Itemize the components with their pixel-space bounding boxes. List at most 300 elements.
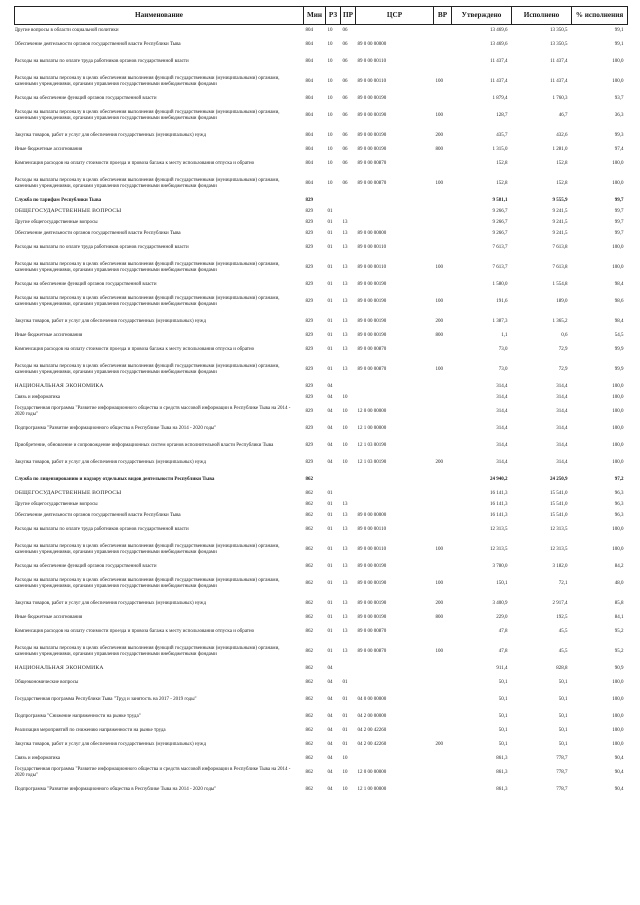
row-csr: 89 0 00 00190 bbox=[357, 580, 387, 586]
row-min: 804 bbox=[305, 160, 313, 166]
row-pr: 01 bbox=[342, 696, 348, 702]
row-approved: 50,1 bbox=[498, 727, 508, 733]
row-csr: 89 0 00 00190 bbox=[357, 298, 387, 304]
row-vr: 100 bbox=[435, 546, 443, 552]
row-pr: 13 bbox=[342, 219, 348, 225]
row-csr: 12 1 03 00190 bbox=[357, 459, 387, 465]
row-rz: 10 bbox=[327, 146, 333, 152]
row-approved: 9 581,1 bbox=[492, 197, 508, 203]
header-min: Мин bbox=[304, 7, 326, 25]
row-rz: 01 bbox=[327, 563, 333, 569]
row-executed: 314,4 bbox=[556, 383, 568, 389]
row-csr: 89 0 00 00870 bbox=[357, 180, 387, 186]
row-pr: 06 bbox=[342, 160, 348, 166]
row-pr: 06 bbox=[342, 146, 348, 152]
row-approved: 128,7 bbox=[496, 112, 508, 118]
row-approved: 152,8 bbox=[496, 160, 508, 166]
table-row bbox=[15, 488, 628, 499]
row-name: Связь и информатика bbox=[14, 394, 61, 400]
row-approved: 314,4 bbox=[496, 383, 508, 389]
row-approved: 16 141,3 bbox=[490, 512, 508, 518]
row-min: 829 bbox=[305, 459, 313, 465]
row-vr bbox=[434, 25, 452, 37]
row-pr: 13 bbox=[342, 346, 348, 352]
row-executed: 24 250,9 bbox=[550, 476, 568, 482]
row-csr bbox=[356, 217, 434, 228]
table-row bbox=[15, 521, 628, 538]
row-pr: 13 bbox=[342, 614, 348, 620]
row-rz: 01 bbox=[327, 526, 333, 532]
row-csr: 89 0 00 00870 bbox=[357, 648, 387, 654]
row-vr bbox=[434, 510, 452, 521]
row-min: 862 bbox=[305, 501, 313, 507]
row-pct: 99,1 bbox=[614, 27, 624, 33]
row-executed: 314,4 bbox=[556, 394, 568, 400]
row-executed: 72,9 bbox=[558, 366, 568, 372]
row-approved: 11 437,4 bbox=[490, 58, 508, 64]
row-pct: 100,0 bbox=[612, 459, 624, 465]
row-approved: 13 469,6 bbox=[490, 27, 508, 33]
table-row bbox=[15, 358, 628, 381]
row-executed: 9 241,5 bbox=[552, 230, 568, 236]
row-pr: 10 bbox=[342, 459, 348, 465]
row-rz bbox=[326, 471, 341, 488]
row-csr: 04 0 00 00000 bbox=[357, 696, 387, 702]
row-approved: 1,1 bbox=[501, 332, 508, 338]
row-pct: 99,7 bbox=[614, 230, 624, 236]
row-csr: 89 0 00 00190 bbox=[357, 332, 387, 338]
row-approved: 13 469,6 bbox=[490, 41, 508, 47]
row-name: Компенсация расходов на оплату стоимости проезда и провоза багажа к месту использования отпуска и обратно bbox=[14, 628, 255, 634]
table-row bbox=[15, 691, 628, 708]
row-vr bbox=[434, 279, 452, 290]
header-csr: ЦСР bbox=[356, 7, 434, 25]
row-vr bbox=[434, 93, 452, 104]
table-row bbox=[15, 206, 628, 217]
row-name: Расходы на выплаты персоналу в целях обеспечения выполнения функций государственными (муниципальными) органами, казенными учреждениями, органами управления государственными внебюджетными фондами bbox=[14, 75, 280, 87]
row-pct: 100,0 bbox=[612, 526, 624, 532]
row-pr: 10 bbox=[342, 394, 348, 400]
row-pr: 06 bbox=[342, 27, 348, 33]
row-pct: 100,0 bbox=[612, 383, 624, 389]
row-executed: 828,8 bbox=[556, 665, 568, 671]
row-vr bbox=[434, 764, 452, 781]
row-rz: 01 bbox=[327, 614, 333, 620]
row-min: 862 bbox=[305, 600, 313, 606]
row-name: Государственная программа "Развитие информационного общества и средств массовой информации в Республике Тыва на 2014 - 2020 годы" bbox=[14, 766, 291, 778]
row-pct: 99,7 bbox=[614, 219, 624, 225]
row-name: Расходы на выплаты по оплате труда работников органов государственной власти bbox=[14, 526, 189, 532]
row-executed: 45,5 bbox=[558, 628, 568, 634]
row-approved: 7 613,7 bbox=[492, 244, 508, 250]
row-pct: 97,2 bbox=[614, 476, 624, 482]
row-min: 804 bbox=[305, 41, 313, 47]
row-csr bbox=[356, 499, 434, 510]
row-vr: 200 bbox=[435, 459, 443, 465]
row-vr bbox=[434, 708, 452, 725]
row-approved: 314,4 bbox=[496, 394, 508, 400]
row-rz: 01 bbox=[327, 501, 333, 507]
row-approved: 50,1 bbox=[498, 696, 508, 702]
row-vr bbox=[434, 420, 452, 437]
row-executed: 3 182,0 bbox=[552, 563, 568, 569]
row-pr: 13 bbox=[342, 318, 348, 324]
row-vr bbox=[434, 403, 452, 420]
row-csr: 89 0 00 00110 bbox=[357, 58, 387, 64]
row-vr bbox=[434, 206, 452, 217]
row-executed: 11 437,4 bbox=[550, 58, 568, 64]
row-executed: 50,1 bbox=[558, 713, 568, 719]
row-name: Обеспечение деятельности органов государственной власти Республики Тыва bbox=[14, 41, 181, 47]
table-row bbox=[15, 53, 628, 70]
row-rz bbox=[326, 195, 341, 206]
row-csr: 89 0 00 00000 bbox=[357, 512, 387, 518]
row-csr: 89 0 00 00110 bbox=[357, 244, 387, 250]
row-csr: 04 2 00 42260 bbox=[357, 727, 387, 733]
row-rz: 01 bbox=[327, 230, 333, 236]
row-approved: 11 437,4 bbox=[490, 78, 508, 84]
row-pr bbox=[341, 488, 356, 499]
row-pr: 06 bbox=[342, 58, 348, 64]
row-name: Расходы на выплаты персоналу в целях обеспечения выполнения функций государственными (муниципальными) органами, казенными учреждениями, органами управления государственными внебюджетными фондами bbox=[14, 295, 280, 307]
row-rz: 04 bbox=[327, 755, 333, 761]
row-name: Государственная программа Республики Тыва "Труд и занятость на 2017 - 2019 годы" bbox=[14, 696, 197, 702]
row-executed: 13 350,5 bbox=[550, 27, 568, 33]
row-approved: 435,7 bbox=[496, 132, 508, 138]
row-rz: 04 bbox=[327, 727, 333, 733]
row-vr: 100 bbox=[435, 264, 443, 270]
row-name: Подпрограмма "Развитие информационного общества в Республике Тыва на 2014 - 2020 годы" bbox=[14, 786, 217, 792]
row-approved: 73,0 bbox=[498, 346, 508, 352]
row-min: 804 bbox=[305, 95, 313, 101]
row-approved: 191,6 bbox=[496, 298, 508, 304]
row-name: Компенсация расходов на оплату стоимости проезда и провоза багажа к месту использования отпуска и обратно bbox=[14, 346, 255, 352]
row-name: Служба по лицензированию и надзору отдельных видов деятельности Республики Тыва bbox=[14, 476, 215, 482]
row-csr: 89 0 00 00870 bbox=[357, 366, 387, 372]
row-min: 804 bbox=[305, 58, 313, 64]
row-min: 862 bbox=[305, 769, 313, 775]
row-min: 862 bbox=[305, 614, 313, 620]
row-csr: 89 0 00 00190 bbox=[357, 95, 387, 101]
row-vr bbox=[434, 36, 452, 53]
row-min: 829 bbox=[305, 425, 313, 431]
table-row bbox=[15, 290, 628, 313]
row-executed: 1 554,8 bbox=[552, 281, 568, 287]
row-rz: 01 bbox=[327, 366, 333, 372]
table-row bbox=[15, 420, 628, 437]
row-executed: 72,1 bbox=[558, 580, 568, 586]
table-row bbox=[15, 612, 628, 623]
row-pr: 13 bbox=[342, 648, 348, 654]
row-pct: 100,0 bbox=[612, 180, 624, 186]
row-csr bbox=[356, 195, 434, 206]
row-pr: 10 bbox=[342, 786, 348, 792]
row-vr: 800 bbox=[435, 614, 443, 620]
row-min: 829 bbox=[305, 394, 313, 400]
header-approved: Утверждено bbox=[452, 7, 512, 25]
row-pr bbox=[341, 381, 356, 392]
row-vr: 200 bbox=[435, 132, 443, 138]
row-csr: 89 0 00 00190 bbox=[357, 318, 387, 324]
row-executed: 314,4 bbox=[556, 425, 568, 431]
row-vr bbox=[434, 753, 452, 764]
row-vr: 100 bbox=[435, 366, 443, 372]
row-csr bbox=[356, 206, 434, 217]
row-min: 862 bbox=[305, 490, 313, 496]
row-pr: 13 bbox=[342, 580, 348, 586]
row-min: 804 bbox=[305, 180, 313, 186]
row-csr: 89 0 00 00870 bbox=[357, 160, 387, 166]
table-row bbox=[15, 172, 628, 195]
row-rz: 01 bbox=[327, 281, 333, 287]
row-pct: 100,0 bbox=[612, 727, 624, 733]
row-pct: 84,1 bbox=[614, 614, 624, 620]
row-pct: 96,3 bbox=[614, 501, 624, 507]
row-approved: 16 141,3 bbox=[490, 490, 508, 496]
row-name: Приобретение, обновление и сопровождение информационных систем органов исполнительной власти Республики Тыва bbox=[14, 442, 274, 448]
row-min: 804 bbox=[305, 146, 313, 152]
budget-report-page bbox=[14, 6, 627, 798]
row-executed: 778,7 bbox=[556, 755, 568, 761]
row-pct: 95,2 bbox=[614, 628, 624, 634]
row-csr: 89 0 00 00190 bbox=[357, 563, 387, 569]
row-vr: 800 bbox=[435, 146, 443, 152]
table-row bbox=[15, 256, 628, 279]
row-executed: 12 313,5 bbox=[550, 526, 568, 532]
row-pct: 100,0 bbox=[612, 408, 624, 414]
row-csr: 89 0 00 00870 bbox=[357, 628, 387, 634]
table-row bbox=[15, 195, 628, 206]
row-rz: 04 bbox=[327, 769, 333, 775]
row-pr: 13 bbox=[342, 501, 348, 507]
row-pr: 06 bbox=[342, 41, 348, 47]
row-pct: 99,9 bbox=[614, 366, 624, 372]
row-pct: 100,0 bbox=[612, 442, 624, 448]
row-pct: 100,0 bbox=[612, 78, 624, 84]
table-row bbox=[15, 341, 628, 358]
row-min: 829 bbox=[305, 244, 313, 250]
table-row bbox=[15, 538, 628, 561]
row-min: 862 bbox=[305, 546, 313, 552]
row-name: Другие общегосударственные вопросы bbox=[14, 501, 98, 507]
row-rz: 10 bbox=[327, 41, 333, 47]
row-vr bbox=[434, 217, 452, 228]
row-vr bbox=[434, 381, 452, 392]
row-csr: 04 2 00 00000 bbox=[357, 713, 387, 719]
row-pr: 13 bbox=[342, 628, 348, 634]
row-rz: 01 bbox=[327, 512, 333, 518]
row-pr: 06 bbox=[342, 112, 348, 118]
row-pct: 100,0 bbox=[612, 696, 624, 702]
row-pr: 10 bbox=[342, 408, 348, 414]
row-pct: 100,0 bbox=[612, 58, 624, 64]
row-rz: 04 bbox=[327, 408, 333, 414]
row-pr: 13 bbox=[342, 244, 348, 250]
row-name: Закупка товаров, работ и услуг для обеспечения государственных (муниципальных) нужд bbox=[14, 459, 207, 465]
row-approved: 3 400,9 bbox=[492, 600, 508, 606]
row-pct: 100,0 bbox=[612, 713, 624, 719]
row-csr: 12 1 00 00000 bbox=[357, 786, 387, 792]
row-vr bbox=[434, 725, 452, 736]
table-body bbox=[15, 25, 628, 799]
row-pct: 90,4 bbox=[614, 786, 624, 792]
row-csr: 89 0 00 00870 bbox=[357, 346, 387, 352]
row-csr: 04 2 00 42260 bbox=[357, 741, 387, 747]
table-row bbox=[15, 217, 628, 228]
row-vr bbox=[434, 437, 452, 454]
row-executed: 778,7 bbox=[556, 769, 568, 775]
row-name: Иные бюджетные ассигнования bbox=[14, 614, 83, 620]
row-pr: 06 bbox=[342, 180, 348, 186]
row-rz: 01 bbox=[327, 490, 333, 496]
row-min: 829 bbox=[305, 230, 313, 236]
row-approved: 3 780,0 bbox=[492, 563, 508, 569]
row-vr: 800 bbox=[435, 332, 443, 338]
row-approved: 73,0 bbox=[498, 366, 508, 372]
row-executed: 152,8 bbox=[556, 160, 568, 166]
row-approved: 9 266,7 bbox=[492, 230, 508, 236]
row-executed: 0,6 bbox=[561, 332, 568, 338]
row-name: Расходы на выплаты по оплате труда работников органов государственной власти bbox=[14, 244, 189, 250]
row-pct: 84,2 bbox=[614, 563, 624, 569]
row-vr bbox=[434, 623, 452, 640]
row-pct: 48,0 bbox=[614, 580, 624, 586]
row-approved: 229,0 bbox=[496, 614, 508, 620]
row-executed: 9 555,9 bbox=[552, 197, 568, 203]
row-name: Государственная программа "Развитие информационного общества и средств массовой информации в Республике Тыва на 2014 - 2020 годы" bbox=[14, 405, 291, 417]
row-csr bbox=[356, 471, 434, 488]
row-pr bbox=[341, 195, 356, 206]
row-name: Реализация мероприятий по снижению напряженности на рынке труда bbox=[14, 727, 166, 733]
row-vr bbox=[434, 471, 452, 488]
row-approved: 150,1 bbox=[496, 580, 508, 586]
row-executed: 192,5 bbox=[556, 614, 568, 620]
row-min: 829 bbox=[305, 281, 313, 287]
row-pr bbox=[341, 471, 356, 488]
row-pr: 13 bbox=[342, 563, 348, 569]
row-min: 862 bbox=[305, 526, 313, 532]
row-rz: 04 bbox=[327, 394, 333, 400]
row-executed: 2 917,4 bbox=[552, 600, 568, 606]
row-approved: 47,8 bbox=[498, 628, 508, 634]
row-csr bbox=[356, 25, 434, 37]
row-rz: 01 bbox=[327, 546, 333, 552]
table-row bbox=[15, 330, 628, 341]
row-rz: 01 bbox=[327, 628, 333, 634]
row-pct: 54,5 bbox=[614, 332, 624, 338]
table-row bbox=[15, 144, 628, 155]
row-pct: 98,4 bbox=[614, 281, 624, 287]
row-csr: 12 1 03 00190 bbox=[357, 442, 387, 448]
row-pct: 100,0 bbox=[612, 741, 624, 747]
row-approved: 50,1 bbox=[498, 679, 508, 685]
row-executed: 50,1 bbox=[558, 679, 568, 685]
row-rz: 01 bbox=[327, 219, 333, 225]
row-executed: 12 313,5 bbox=[550, 546, 568, 552]
table-row bbox=[15, 595, 628, 612]
row-vr: 200 bbox=[435, 318, 443, 324]
row-name: Обеспечение деятельности органов государственной власти Республики Тыва bbox=[14, 512, 181, 518]
header-pct: % исполнения bbox=[572, 7, 628, 25]
row-pr: 13 bbox=[342, 526, 348, 532]
row-name: Компенсация расходов на оплату стоимости проезда и провоза багажа к месту использования отпуска и обратно bbox=[14, 160, 255, 166]
row-pct: 100,0 bbox=[612, 679, 624, 685]
table-row bbox=[15, 663, 628, 674]
row-vr bbox=[434, 663, 452, 674]
row-min: 829 bbox=[305, 264, 313, 270]
row-rz: 01 bbox=[327, 332, 333, 338]
row-pr: 10 bbox=[342, 425, 348, 431]
row-rz: 01 bbox=[327, 264, 333, 270]
row-name: Расходы на выплаты по оплате труда работников органов государственной власти bbox=[14, 58, 189, 64]
row-min: 829 bbox=[305, 366, 313, 372]
row-approved: 9 266,7 bbox=[492, 208, 508, 214]
row-approved: 50,1 bbox=[498, 741, 508, 747]
row-vr: 200 bbox=[435, 600, 443, 606]
row-rz: 04 bbox=[327, 696, 333, 702]
row-pr: 13 bbox=[342, 230, 348, 236]
row-rz: 01 bbox=[327, 208, 333, 214]
row-pct: 98,6 bbox=[614, 298, 624, 304]
row-csr bbox=[356, 663, 434, 674]
row-vr bbox=[434, 781, 452, 798]
row-approved: 24 940,2 bbox=[490, 476, 508, 482]
row-pr: 01 bbox=[342, 727, 348, 733]
row-csr bbox=[356, 392, 434, 403]
row-vr bbox=[434, 561, 452, 572]
row-vr bbox=[434, 674, 452, 691]
row-rz: 04 bbox=[327, 442, 333, 448]
row-executed: 9 241,5 bbox=[552, 208, 568, 214]
row-pct: 100,0 bbox=[612, 244, 624, 250]
row-vr: 100 bbox=[435, 648, 443, 654]
row-name: Расходы на обеспечение функций органов государственной власти bbox=[14, 563, 157, 569]
row-vr bbox=[434, 521, 452, 538]
row-executed: 15 541,0 bbox=[550, 512, 568, 518]
row-csr: 89 0 00 00110 bbox=[357, 264, 387, 270]
row-rz: 10 bbox=[327, 27, 333, 33]
row-min: 829 bbox=[305, 332, 313, 338]
row-vr bbox=[434, 228, 452, 239]
table-row bbox=[15, 561, 628, 572]
row-approved: 47,8 bbox=[498, 648, 508, 654]
row-executed: 1 760,3 bbox=[552, 95, 568, 101]
row-vr: 100 bbox=[435, 78, 443, 84]
row-approved: 7 613,7 bbox=[492, 264, 508, 270]
row-approved: 1 387,3 bbox=[492, 318, 508, 324]
row-name: ОБЩЕГОСУДАРСТВЕННЫЕ ВОПРОСЫ bbox=[14, 207, 122, 214]
row-pct: 96,3 bbox=[614, 512, 624, 518]
row-min: 862 bbox=[305, 786, 313, 792]
table-row bbox=[15, 381, 628, 392]
row-vr bbox=[434, 691, 452, 708]
row-pct: 93,7 bbox=[614, 95, 624, 101]
row-rz: 01 bbox=[327, 244, 333, 250]
row-rz: 04 bbox=[327, 786, 333, 792]
table-row bbox=[15, 70, 628, 93]
row-rz: 01 bbox=[327, 346, 333, 352]
row-approved: 314,4 bbox=[496, 425, 508, 431]
row-approved: 50,1 bbox=[498, 713, 508, 719]
row-csr: 89 0 00 00000 bbox=[357, 41, 387, 47]
row-vr: 100 bbox=[435, 180, 443, 186]
row-executed: 1 281,0 bbox=[552, 146, 568, 152]
row-min: 862 bbox=[305, 696, 313, 702]
row-vr: 100 bbox=[435, 580, 443, 586]
row-pr: 06 bbox=[342, 132, 348, 138]
row-csr: 89 0 00 00190 bbox=[357, 614, 387, 620]
row-rz: 04 bbox=[327, 383, 333, 389]
